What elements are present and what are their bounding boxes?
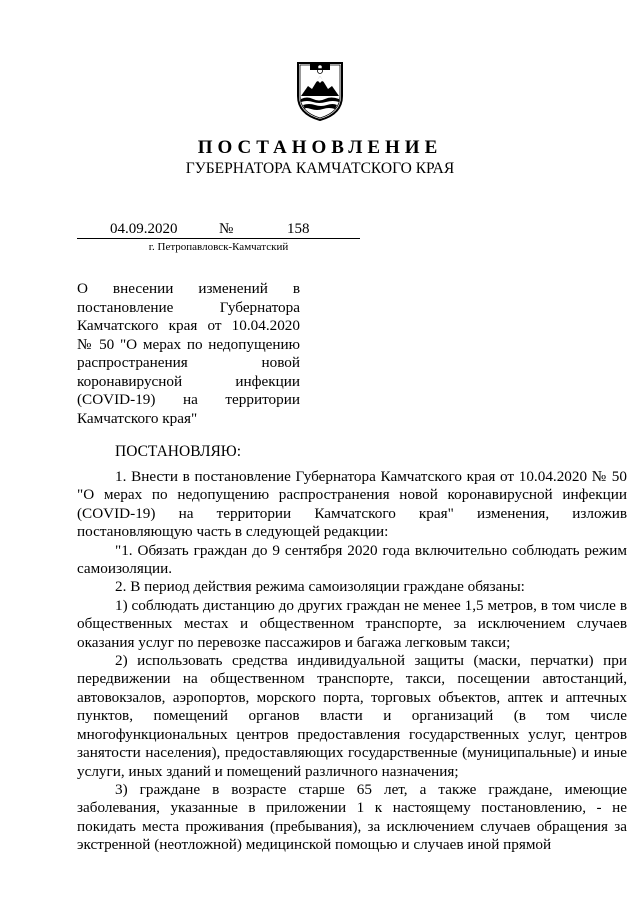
subject-line: Камчатского края" (77, 409, 198, 427)
body-paragraph: 2. В период действия режима самоизоляции граждане обязаны: (115, 578, 525, 596)
subject-line: О внесении изменений в (77, 280, 300, 297)
coat-of-arms-emblem (295, 60, 345, 122)
subject-line: распространения новой (77, 354, 300, 371)
document-body (77, 468, 627, 855)
document-issuer: ГУБЕРНАТОРА КАМЧАТСКОГО КРАЯ (185, 160, 455, 177)
subject-line: Камчатского края от 10.04.2020 (77, 317, 300, 334)
subject-line: (COVID-19) на территории (77, 391, 300, 408)
subject-line: № 50 "О мерах по недопущению (77, 335, 300, 353)
body-paragraph: 1) соблюдать дистанцию до других граждан не менее 1,5 метров, в том числе в общественных местах и общественном транспорте, за исключением случаев оказания услуг по перевозке пассажиров и багажа легковым такси; (77, 596, 627, 651)
number-sign: № (219, 221, 234, 237)
body-paragraph: 1. Внести в постановление Губернатора Камчатского края от 10.04.2020 № 50 "О мерах по недопущению распространения новой коронавирусной инфекции (COVID-19) на территории Камчатского края" изменения, изложив постановляющую часть в следующей редакции: (77, 468, 627, 541)
document-number: 158 (287, 221, 310, 237)
body-paragraph: "1. Обязать граждан до 9 сентября 2020 года включительно соблюдать режим самоизоляции. (77, 541, 627, 578)
document-subject (77, 280, 300, 428)
subject-line: коронавирусной инфекции (77, 372, 300, 390)
date-number-underline (77, 238, 360, 239)
subject-line: постановление Губернатора (77, 298, 300, 316)
body-paragraph: 2) использовать средства индивидуальной защиты (маски, перчатки) при передвижении на общественном транспорте, такси, посещении автостанций, автовокзалов, аэропортов, морского порта, торговых объектов, аптек и аптечных пунктов, помещений органов власти и организаций (в том числе многофункциональных центров предоставления государственных услуг, центров занятости населения), предоставляющих государственные (муниципальные) и иные услуги, иных зданий и помещений различного назначения; (77, 652, 627, 780)
city-label: г. Петропавловск-Камчатский (148, 241, 289, 253)
decree-word: ПОСТАНОВЛЯЮ: (115, 443, 242, 460)
document-date: 04.09.2020 (110, 221, 178, 237)
body-paragraph: 3) граждане в возрасте старше 65 лет, а также граждане, имеющие заболевания, указанные в приложении 1 к настоящему постановлению, - не покидать места проживания (пребывания), за исключением случаев обращения за экстренной (неотложной) медицинской помощью и случаев иной прямой (77, 780, 627, 854)
document-title: ПОСТАНОВЛЕНИЕ (197, 137, 443, 158)
